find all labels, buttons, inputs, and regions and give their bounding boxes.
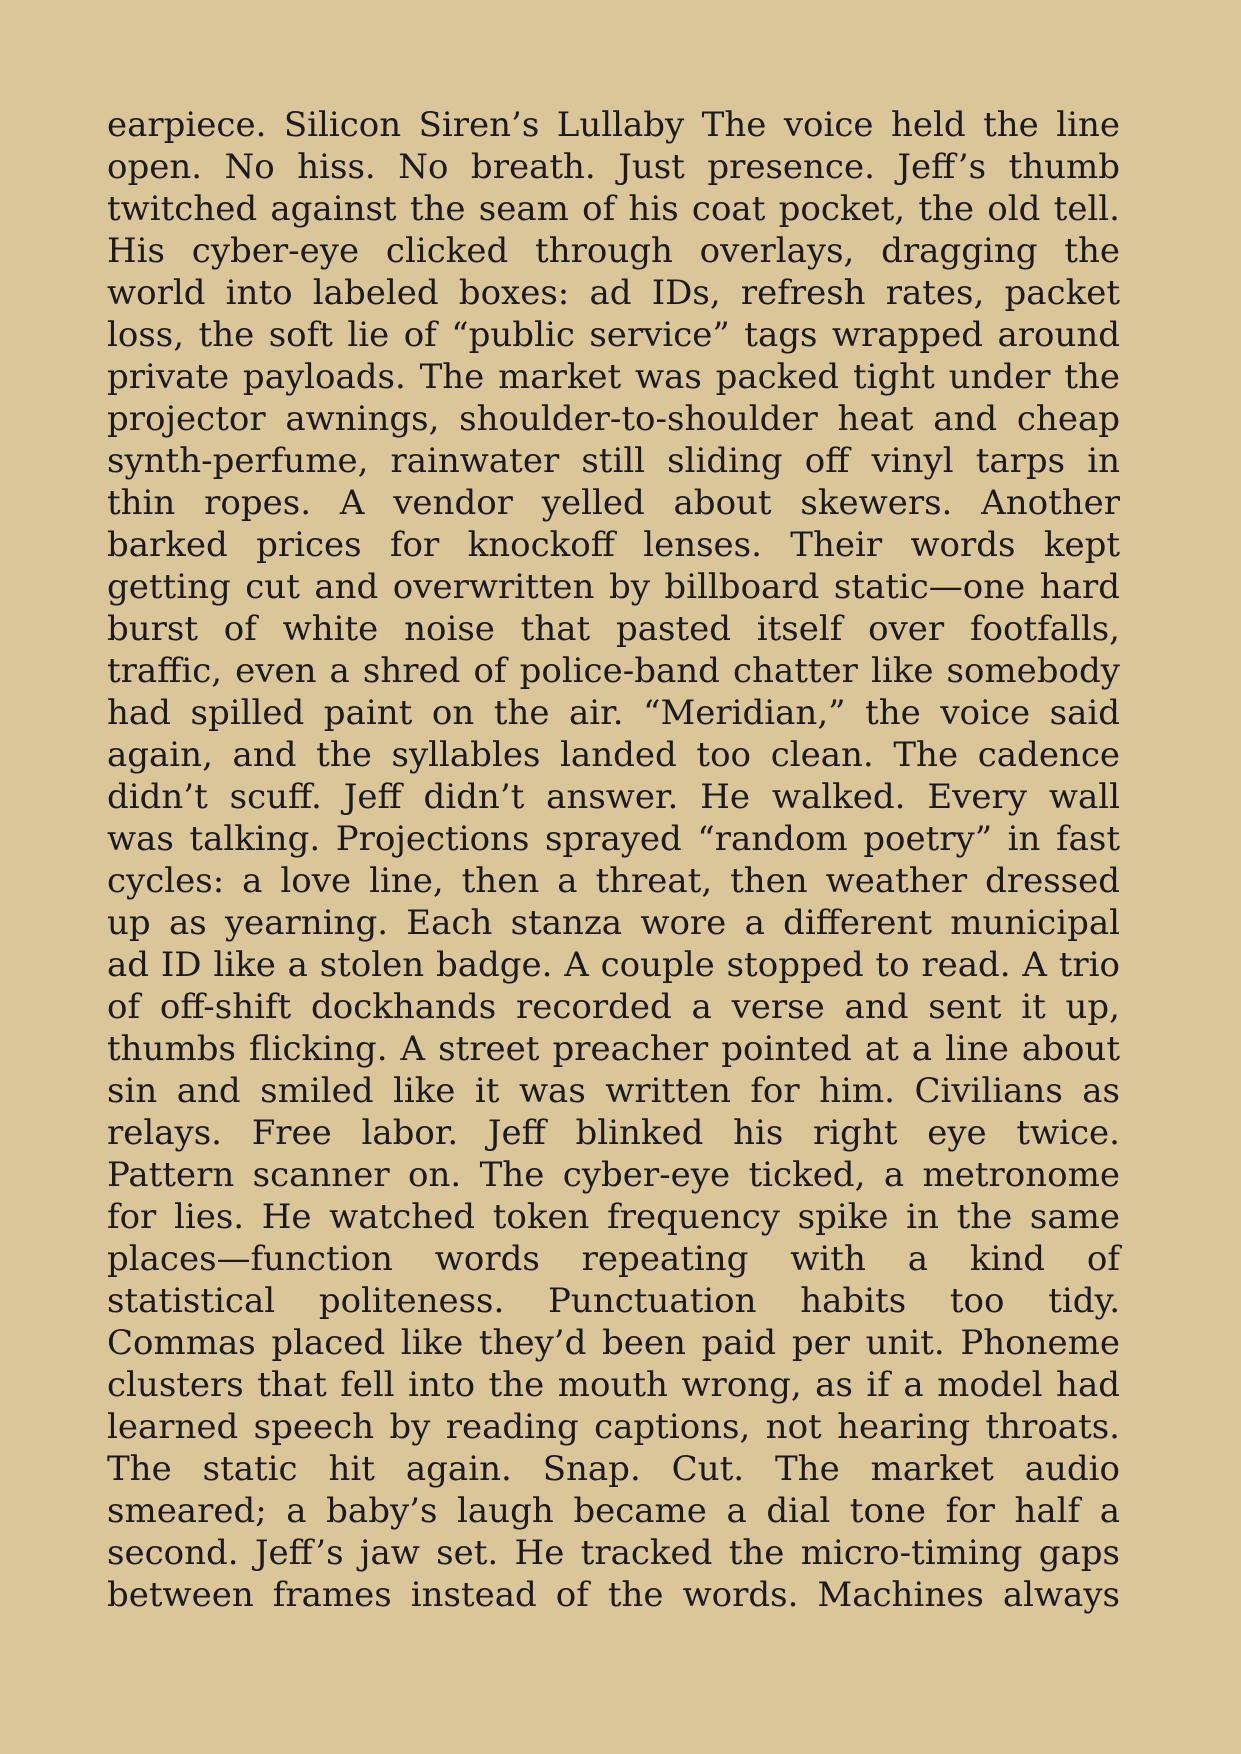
text-line: thin ropes. A vendor yelled about skewers. Another bbox=[107, 483, 1120, 523]
text-line: up as yearning. Each stanza wore a different municipal bbox=[107, 903, 1120, 943]
text-line: for lies. He watched token frequency spike in the same bbox=[107, 1197, 1120, 1237]
text-line: open. No hiss. No breath. Just presence. Jeff’s thumb bbox=[107, 147, 1120, 187]
text-line: earpiece. Silicon Siren’s Lullaby The voice held the line bbox=[107, 105, 1120, 145]
text-line: Pattern scanner on. The cyber-eye ticked, a metronome bbox=[107, 1155, 1120, 1195]
text-line: burst of white noise that pasted itself over footfalls, bbox=[107, 609, 1120, 649]
text-line: private payloads. The market was packed tight under the bbox=[107, 357, 1120, 397]
text-line: His cyber-eye clicked through overlays, dragging the bbox=[107, 231, 1120, 271]
text-line: between frames instead of the words. Machines always bbox=[107, 1575, 1120, 1615]
text-line: traffic, even a shred of police-band chatter like somebody bbox=[107, 651, 1120, 691]
text-line: sin and smiled like it was written for him. Civilians as bbox=[107, 1071, 1120, 1111]
text-line: places—function words repeating with a kind of bbox=[107, 1239, 1120, 1279]
text-line: had spilled paint on the air. “Meridian,” the voice said bbox=[107, 693, 1120, 733]
text-line: learned speech by reading captions, not hearing throats. bbox=[107, 1407, 1120, 1447]
text-line: second. Jeff’s jaw set. He tracked the micro-timing gaps bbox=[107, 1533, 1120, 1573]
text-line: getting cut and overwritten by billboard static—one hard bbox=[107, 567, 1120, 607]
text-line: world into labeled boxes: ad IDs, refresh rates, packet bbox=[107, 273, 1120, 313]
text-line: Commas placed like they’d been paid per unit. Phoneme bbox=[107, 1323, 1120, 1363]
text-line: synth-perfume, rainwater still sliding off vinyl tarps in bbox=[107, 441, 1120, 481]
text-line: loss, the soft lie of “public service” tags wrapped around bbox=[107, 315, 1120, 355]
text-line: projector awnings, shoulder-to-shoulder heat and cheap bbox=[107, 399, 1120, 439]
text-line: The static hit again. Snap. Cut. The market audio bbox=[107, 1449, 1120, 1489]
text-line: was talking. Projections sprayed “random poetry” in fast bbox=[107, 819, 1120, 859]
text-line: ad ID like a stolen badge. A couple stopped to read. A trio bbox=[107, 945, 1120, 985]
text-line: barked prices for knockoff lenses. Their words kept bbox=[107, 525, 1120, 565]
text-line: smeared; a baby’s laugh became a dial tone for half a bbox=[107, 1491, 1120, 1531]
text-line: again, and the syllables landed too clean. The cadence bbox=[107, 735, 1120, 775]
text-line: statistical politeness. Punctuation habits too tidy. bbox=[107, 1281, 1120, 1321]
text-line: twitched against the seam of his coat pocket, the old tell. bbox=[107, 189, 1120, 229]
text-line: didn’t scuff. Jeff didn’t answer. He walked. Every wall bbox=[107, 777, 1120, 817]
text-line: of off-shift dockhands recorded a verse and sent it up, bbox=[107, 987, 1120, 1027]
text-line: cycles: a love line, then a threat, then weather dressed bbox=[107, 861, 1120, 901]
body-text bbox=[107, 104, 1120, 1616]
text-line: relays. Free labor. Jeff blinked his right eye twice. bbox=[107, 1113, 1120, 1153]
text-line: clusters that fell into the mouth wrong, as if a model had bbox=[107, 1365, 1120, 1405]
text-line: thumbs flicking. A street preacher pointed at a line about bbox=[107, 1029, 1120, 1069]
